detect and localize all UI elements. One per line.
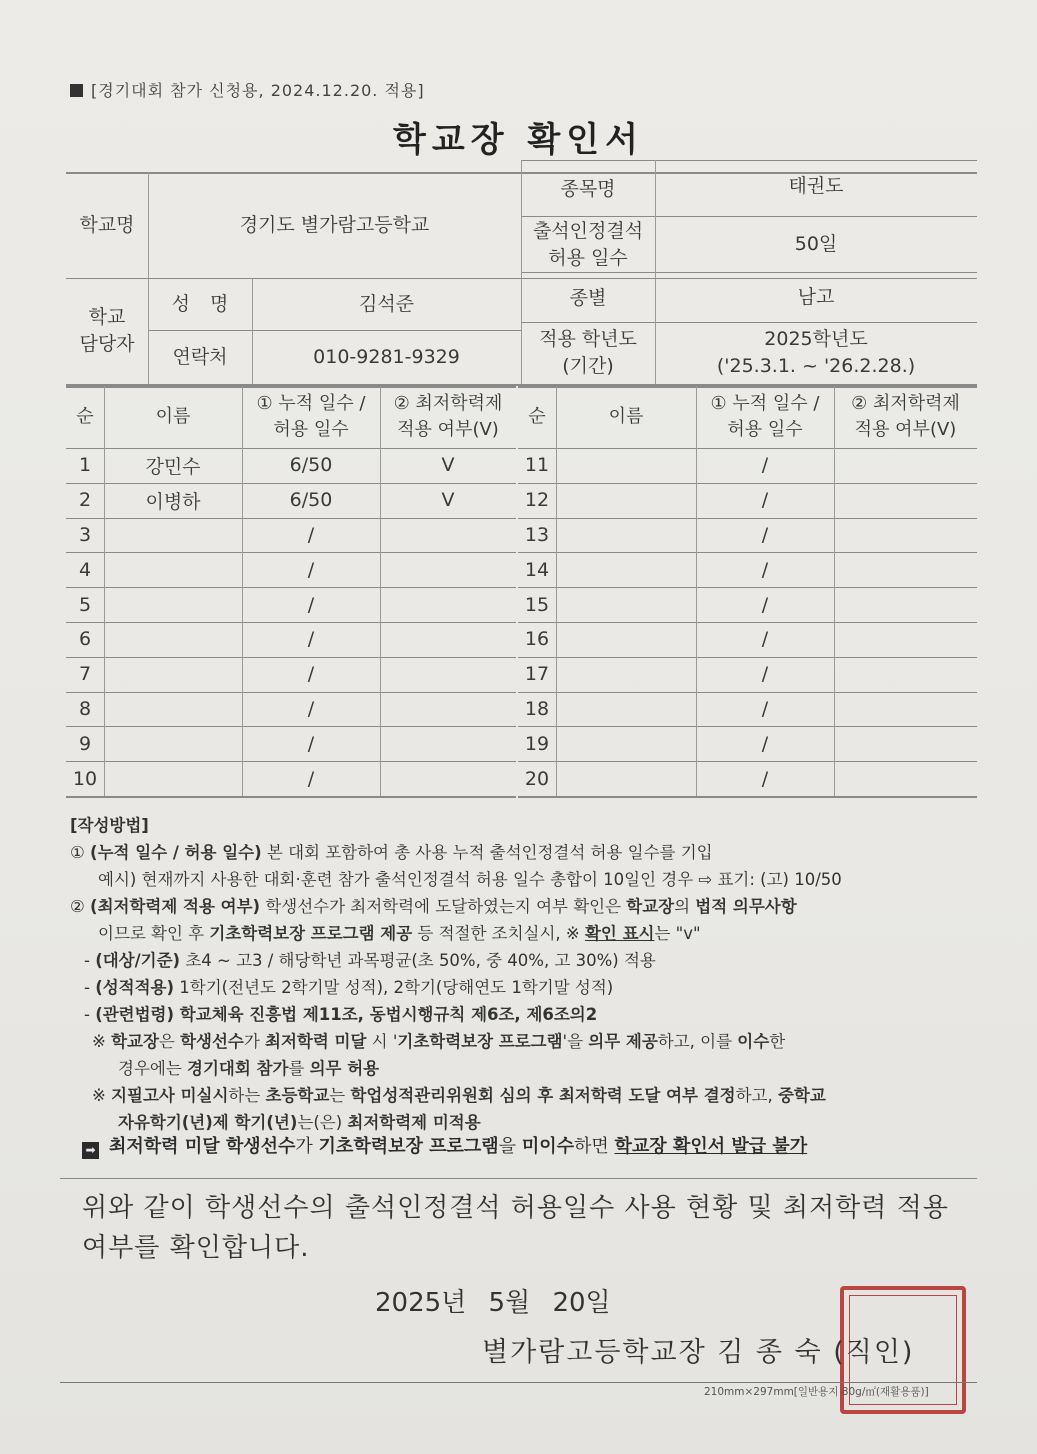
row-days: / bbox=[761, 454, 769, 477]
contact-label: 연락처 bbox=[172, 345, 228, 368]
roster-table-left bbox=[66, 386, 516, 796]
row-days: / bbox=[761, 697, 769, 720]
row-name bbox=[104, 587, 242, 622]
row-name bbox=[556, 657, 696, 692]
header-num: 순 bbox=[76, 405, 94, 427]
instruction-line-7: - (관련법령) 학교체육 진흥법 제11조, 동법시행규칙 제6조, 제6조의2 bbox=[84, 1005, 598, 1024]
document-title: 학교장 확인서 bbox=[393, 120, 644, 160]
instruction-line-9: 경우에는 경기대회 참가를 의무 허용 bbox=[118, 1059, 380, 1078]
row-name bbox=[104, 518, 242, 553]
row-num: 2 bbox=[78, 489, 92, 512]
contact-value: 010-9281-9329 bbox=[313, 345, 460, 368]
row-days: / bbox=[761, 663, 769, 686]
row-num: 7 bbox=[78, 663, 92, 686]
roster-table-right bbox=[518, 386, 977, 796]
row-num: 15 bbox=[524, 593, 550, 616]
instruction-line-6: - (성적적용) 1학기(전년도 2학기말 성적), 2학기(당해연도 1학기말 성적) bbox=[84, 978, 614, 997]
row-num: 19 bbox=[524, 732, 550, 755]
row-days: / bbox=[761, 628, 769, 651]
instructions-title: [작성방법] bbox=[70, 816, 149, 835]
row-check bbox=[380, 692, 516, 727]
absence-days-label: 출석인정결석 허용 일수 bbox=[532, 220, 644, 269]
row-days: / bbox=[307, 663, 315, 686]
row-name bbox=[104, 552, 242, 587]
row-name bbox=[104, 692, 242, 727]
row-name bbox=[556, 726, 696, 761]
row-name bbox=[556, 692, 696, 727]
instruction-line-2: 예시) 현재까지 사용한 대회·훈련 참가 출석인정결석 허용 일수 총합이 10일인 경우 ⇨ 표기: (고) 10/50 bbox=[98, 870, 842, 889]
row-days: / bbox=[307, 593, 315, 616]
row-check bbox=[380, 726, 516, 761]
row-name: 이병하 bbox=[145, 490, 201, 513]
arrow-box-icon: ➡ bbox=[82, 1142, 99, 1159]
row-days: / bbox=[307, 732, 315, 755]
row-num: 13 bbox=[524, 523, 550, 546]
school-name-value: 경기도 별가람고등학교 bbox=[239, 213, 430, 236]
row-check bbox=[380, 552, 516, 587]
row-name bbox=[556, 761, 696, 796]
header-num: 순 bbox=[528, 405, 546, 427]
manager-name-value: 김석준 bbox=[358, 292, 415, 315]
issuance-notice: ➡ 최저학력 미달 학생선수가 기초학력보장 프로그램을 미이수하면 학교장 확인서 발급 불가 bbox=[82, 1132, 977, 1159]
row-check bbox=[380, 587, 516, 622]
gender-value: 남고 bbox=[797, 285, 835, 308]
row-num: 9 bbox=[78, 732, 92, 755]
instruction-line-11: 자유학기(년)제 학기(년)는(은) 최저학력제 미적용 bbox=[118, 1113, 481, 1132]
row-num: 3 bbox=[78, 523, 92, 546]
row-num: 5 bbox=[78, 593, 92, 616]
row-num: 10 bbox=[72, 767, 98, 790]
row-check bbox=[834, 761, 977, 796]
row-check: V bbox=[441, 454, 455, 477]
absence-days-value: 50일 bbox=[794, 232, 838, 255]
row-days: / bbox=[761, 593, 769, 616]
gender-label: 종별 bbox=[569, 286, 607, 309]
row-days: / bbox=[761, 523, 769, 546]
instruction-line-5: - (대상/기준) 초4 ~ 고3 / 해당학년 과목평균(초 50%, 중 40%, 고 30%) 적용 bbox=[84, 951, 656, 970]
manager-label: 학교 담당자 bbox=[79, 306, 135, 355]
row-days: / bbox=[307, 558, 315, 581]
row-days: 6/50 bbox=[289, 489, 333, 512]
form-header-note bbox=[70, 78, 425, 101]
row-num: 16 bbox=[524, 628, 550, 651]
year-value: 2025학년도 ('25.3.1. ~ '26.2.28.) bbox=[716, 328, 916, 377]
row-num: 18 bbox=[524, 697, 550, 720]
row-days: / bbox=[761, 732, 769, 755]
row-name bbox=[556, 448, 696, 483]
row-num: 17 bbox=[524, 663, 550, 686]
issue-date: 2025년 5월 20일 bbox=[375, 1288, 611, 1318]
row-check bbox=[834, 483, 977, 518]
footer-divider bbox=[60, 1382, 977, 1383]
info-table bbox=[66, 160, 977, 386]
row-name bbox=[556, 622, 696, 657]
row-name bbox=[556, 552, 696, 587]
header-min-achievement: ② 최저학력제 적용 여부(V) bbox=[393, 392, 503, 440]
instruction-line-1: ① (누적 일수 / 허용 일수) 본 대회 포함하여 총 사용 누적 출석인정결석 허용 일수를 기입 bbox=[70, 843, 713, 862]
row-check bbox=[834, 692, 977, 727]
row-check bbox=[834, 518, 977, 553]
row-name bbox=[104, 726, 242, 761]
header-days: ① 누적 일수 / 허용 일수 bbox=[710, 392, 820, 440]
row-check bbox=[834, 657, 977, 692]
row-check bbox=[380, 761, 516, 796]
row-num: 4 bbox=[78, 558, 92, 581]
row-name bbox=[556, 587, 696, 622]
row-days: / bbox=[307, 523, 315, 546]
row-name bbox=[556, 518, 696, 553]
row-days: 6/50 bbox=[289, 454, 333, 477]
row-num: 8 bbox=[78, 697, 92, 720]
year-label: 적용 학년도 (기간) bbox=[539, 328, 637, 377]
row-num: 6 bbox=[78, 628, 92, 651]
square-bullet-icon bbox=[70, 84, 83, 97]
row-num: 11 bbox=[524, 454, 550, 477]
confirmation-statement: 위와 같이 학생선수의 출석인정결석 허용일수 사용 현황 및 최저학력 적용 여부를 확인합니다. bbox=[82, 1193, 949, 1263]
row-check bbox=[834, 622, 977, 657]
notice-divider bbox=[60, 1178, 977, 1179]
row-days: / bbox=[761, 558, 769, 581]
instructions-section bbox=[70, 812, 975, 1136]
event-value: 태권도 bbox=[788, 174, 844, 197]
row-check bbox=[834, 448, 977, 483]
school-label: 학교명 bbox=[79, 213, 135, 236]
instruction-line-4: 이므로 확인 후 기초학력보장 프로그램 제공 등 적절한 조치실시, ※ 확인 표시는 "v" bbox=[98, 924, 701, 943]
row-days: / bbox=[761, 767, 769, 790]
instruction-line-8: ※ 학교장은 학생선수가 최저학력 미달 시 '기초학력보장 프로그램'을 의무 제공하고, 이를 이수한 bbox=[92, 1032, 786, 1051]
row-num: 20 bbox=[524, 767, 550, 790]
row-name bbox=[556, 483, 696, 518]
header-name: 이름 bbox=[155, 405, 191, 427]
name-label: 성 명 bbox=[171, 292, 229, 315]
instruction-line-10: ※ 지필고사 미실시하는 초등학교는 학업성적관리위원회 심의 후 최저학력 도달 여부 결정하고, 중학교 bbox=[92, 1086, 826, 1105]
row-num: 12 bbox=[524, 489, 550, 512]
form-version-text: [경기대회 참가 신청용, 2024.12.20. 적용] bbox=[91, 81, 425, 100]
row-check bbox=[380, 518, 516, 553]
row-check bbox=[834, 587, 977, 622]
row-days: / bbox=[761, 489, 769, 512]
row-name bbox=[104, 622, 242, 657]
paper-spec-footer: 210mm×297mm[일반용지 80g/㎡(재활용품)] bbox=[704, 1386, 929, 1398]
principal-signature-line: 별가람고등학교장 김 종 숙 (직인) bbox=[482, 1337, 915, 1368]
row-check bbox=[380, 622, 516, 657]
row-days: / bbox=[307, 697, 315, 720]
row-name bbox=[104, 761, 242, 796]
row-name: 강민수 bbox=[145, 455, 201, 478]
header-days: ① 누적 일수 / 허용 일수 bbox=[256, 392, 366, 440]
row-days: / bbox=[307, 628, 315, 651]
row-num: 14 bbox=[524, 558, 550, 581]
instruction-line-3: ② (최저학력제 적용 여부) 학생선수가 최저학력에 도달하였는지 여부 확인은 학교장의 법적 의무사항 bbox=[70, 897, 797, 916]
header-name: 이름 bbox=[608, 405, 644, 427]
header-min-achievement: ② 최저학력제 적용 여부(V) bbox=[851, 392, 960, 440]
row-check bbox=[834, 726, 977, 761]
row-num: 1 bbox=[78, 454, 92, 477]
row-name bbox=[104, 657, 242, 692]
row-days: / bbox=[307, 767, 315, 790]
row-check bbox=[380, 657, 516, 692]
row-check: V bbox=[441, 489, 455, 512]
event-label: 종목명 bbox=[560, 177, 616, 200]
row-check bbox=[834, 552, 977, 587]
